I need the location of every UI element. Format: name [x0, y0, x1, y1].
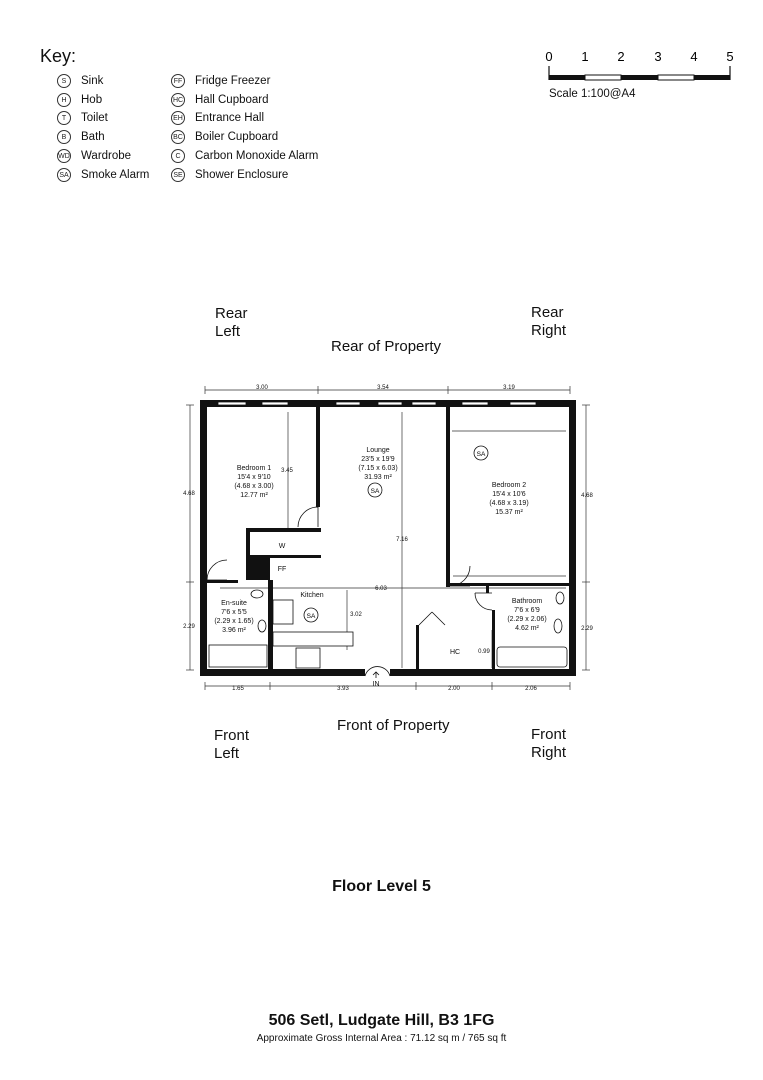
co-alarm-icon: C — [171, 149, 185, 163]
scale-tick: 1 — [581, 49, 589, 64]
key-label: Hob — [81, 94, 103, 106]
key-item-co-alarm — [171, 149, 318, 163]
room-area: 31.93 m² — [364, 474, 392, 481]
dim-top: 3.00 — [256, 385, 268, 391]
room-name-bedroom2: Bedroom 2 — [491, 482, 527, 489]
toilet-icon — [258, 620, 266, 632]
scale-bar — [540, 46, 740, 86]
dim-bottom: 2.00 — [448, 686, 460, 692]
gross-internal-area: Approximate Gross Internal Area : 71.12 sq m / 765 sq ft — [256, 1033, 507, 1044]
room-size-metric: (2.29 x 1.65) — [214, 618, 254, 625]
dim-bottom: 1.65 — [232, 686, 244, 692]
key-label: Bath — [81, 131, 105, 143]
fridge-freezer-icon: FF — [171, 74, 185, 88]
front-right-line: Right — [531, 744, 567, 761]
bath-icon — [497, 647, 567, 667]
scale-segment — [621, 75, 658, 80]
key-item-hob — [57, 93, 102, 107]
dim-top: 3.19 — [503, 385, 515, 391]
dim-hc-depth: 0.99 — [478, 649, 490, 655]
key-item-fridge-freezer — [171, 74, 270, 88]
room-name-hall-cupboard: HC — [449, 649, 461, 656]
room-size: 15'4 x 9'10 — [237, 474, 271, 481]
dim-left: 2.29 — [183, 624, 195, 630]
key-item-shower-enclosure — [171, 168, 288, 182]
room-size: 7'6 x 5'5 — [221, 609, 247, 616]
sink-icon — [554, 619, 562, 633]
sink-icon — [251, 590, 263, 598]
scale-segment — [585, 75, 621, 80]
room-name-kitchen: Kitchen — [300, 592, 324, 599]
room-name-lounge: Lounge — [366, 447, 390, 454]
front-left-line: Left — [214, 745, 240, 762]
floor-plan — [180, 380, 600, 700]
hall-cupboard-icon: HC — [171, 93, 185, 107]
room-name-ensuite: En-suite — [221, 600, 247, 607]
dim-right: 2.29 — [581, 626, 593, 632]
room-size: 23'5 x 19'9 — [361, 456, 395, 463]
hob-icon — [273, 600, 293, 624]
room-size-metric: (7.15 x 6.03) — [358, 465, 398, 472]
dim-top: 3.54 — [377, 385, 389, 391]
key-item-sink — [57, 74, 103, 88]
dim-kitchen-depth: 3.02 — [350, 612, 362, 618]
key-item-hall-cupboard — [171, 93, 269, 107]
key-label: Smoke Alarm — [81, 169, 150, 181]
bath-icon: B — [57, 130, 71, 144]
scale-segment — [658, 75, 694, 80]
room-area: 15.37 m² — [495, 509, 523, 516]
smoke-alarms — [304, 446, 488, 622]
fridge-freezer-label: FF — [277, 566, 287, 573]
dim-right: 4.68 — [581, 493, 593, 499]
boiler-cupboard-icon: BC — [171, 130, 185, 144]
dim-lounge-height: 7.16 — [396, 537, 408, 543]
key-label: Entrance Hall — [195, 112, 265, 124]
smoke-alarm-code: SA — [306, 613, 316, 620]
wardrobe-icon: WD — [57, 149, 71, 163]
room-size-metric: (4.68 x 3.19) — [489, 500, 529, 507]
rear-right-label — [531, 304, 566, 340]
front-right-line: Front — [531, 726, 567, 743]
key-label: Toilet — [81, 112, 108, 124]
room-area: 12.77 m² — [240, 492, 268, 499]
dim-bottom: 3.93 — [337, 686, 349, 692]
toilet-icon: T — [57, 111, 71, 125]
rear-of-property-label: Rear of Property — [331, 338, 442, 355]
front-of-property-label: Front of Property — [337, 717, 450, 734]
bath-icon — [209, 645, 267, 667]
key-item-wardrobe — [57, 149, 131, 163]
smoke-alarm-icon: SA — [57, 168, 71, 182]
wardrobe-label: W — [278, 543, 286, 550]
key-label: Wardrobe — [81, 150, 132, 162]
walls — [200, 400, 576, 676]
room-name-bedroom1: Bedroom 1 — [236, 465, 272, 472]
rear-left-line: Rear — [215, 305, 248, 322]
scale-segment — [694, 75, 730, 80]
dim-bed1-depth: 3.45 — [281, 468, 293, 474]
key-item-entrance-hall — [171, 111, 264, 125]
scale-tick: 5 — [726, 49, 734, 64]
front-right-label — [531, 726, 566, 762]
floor-level-title: Floor Level 5 — [332, 878, 431, 895]
room-size: 7'6 x 6'9 — [514, 607, 540, 614]
sink-icon: S — [57, 74, 71, 88]
room-name-bathroom: Bathroom — [511, 598, 543, 605]
room-size-metric: (4.68 x 3.00) — [234, 483, 274, 490]
dim-lounge-width: 6.03 — [375, 586, 387, 592]
key-item-smoke-alarm — [57, 168, 149, 182]
hob-icon: H — [57, 93, 71, 107]
smoke-alarm-code: SA — [370, 488, 380, 495]
toilet-icon — [556, 592, 564, 604]
entrance-arrow-icon — [373, 672, 379, 678]
key-label: Carbon Monoxide Alarm — [195, 150, 319, 162]
room-size-metric: (2.29 x 2.06) — [507, 616, 547, 623]
key-label: Sink — [81, 75, 104, 87]
scale-label: Scale 1:100@A4 — [549, 88, 636, 100]
rear-left-line: Left — [215, 323, 241, 340]
room-area: 3.96 m² — [222, 627, 246, 634]
key-label: Boiler Cupboard — [195, 131, 279, 143]
worktop — [273, 632, 353, 646]
key-item-boiler-cupboard — [171, 130, 278, 144]
dim-left: 4.68 — [183, 491, 195, 497]
key-label: Hall Cupboard — [195, 94, 269, 106]
rear-right-line: Right — [531, 322, 567, 339]
entrance-hall-icon: EH — [171, 111, 185, 125]
rear-right-line: Rear — [531, 304, 564, 321]
front-left-line: Front — [214, 727, 250, 744]
key-label: Fridge Freezer — [195, 75, 271, 87]
room-size: 15'4 x 10'6 — [492, 491, 526, 498]
room-area: 4.62 m² — [515, 625, 539, 632]
scale-tick: 2 — [617, 49, 625, 64]
smoke-alarm-code: SA — [476, 451, 486, 458]
shower-enclosure-icon: SE — [171, 168, 185, 182]
scale-tick: 4 — [690, 49, 698, 64]
rear-left-label — [215, 305, 248, 341]
property-address: 506 Setl, Ludgate Hill, B3 1FG — [268, 1012, 495, 1029]
key-item-toilet — [57, 111, 108, 125]
sink-icon — [296, 648, 320, 668]
scale-tick: 0 — [545, 49, 553, 64]
key-label: Shower Enclosure — [195, 169, 289, 181]
scale-tick: 3 — [654, 49, 662, 64]
dim-bottom: 2.06 — [525, 686, 537, 692]
front-left-label — [214, 727, 249, 763]
entrance-label: IN — [372, 681, 380, 688]
key-item-bath — [57, 130, 105, 144]
key-title: Key: — [40, 46, 77, 66]
scale-segment — [549, 75, 585, 80]
